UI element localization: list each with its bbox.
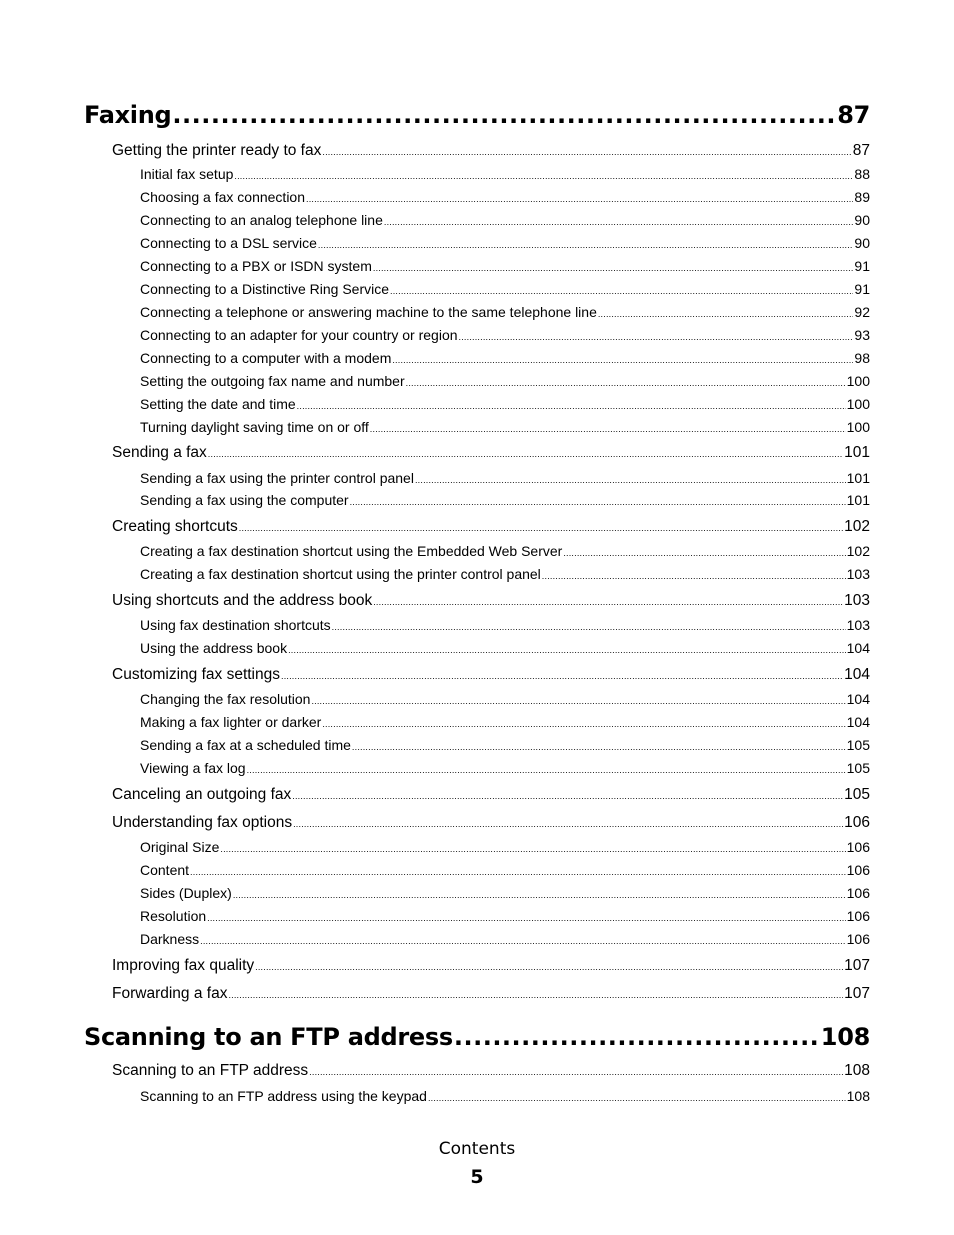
toc-entry-page: 102 [844,518,870,535]
toc-entry-title: Connecting to an analog telephone line [140,212,383,228]
toc-subsection[interactable] [84,189,870,205]
toc-entry-page: 88 [854,166,870,182]
toc-entry-title: Sending a fax using the computer [140,492,349,508]
toc-entry-title: Scanning to an FTP address [112,1062,309,1079]
toc-entry-page: 105 [846,737,870,753]
toc-entry-title: Customizing fax settings [112,666,280,683]
toc-leader-dots [459,332,854,342]
toc-subsection[interactable] [84,470,870,486]
toc-leader-dots [415,475,846,485]
toc-entry-title: Initial fax setup [140,166,234,182]
toc-subsection[interactable] [84,350,870,366]
toc-leader-dots [172,101,836,129]
toc-entry-page: 87 [852,142,870,159]
toc-entry-page: 91 [854,281,870,297]
toc-entry-title: Connecting to a computer with a modem [140,350,392,366]
toc-entry-title: Original Size [140,839,220,855]
toc-leader-dots [352,742,846,752]
toc-subsection[interactable] [84,258,870,274]
toc-subsection[interactable] [84,931,870,947]
toc-leader-dots [255,962,843,972]
toc-section[interactable] [84,592,870,610]
toc-entry-page: 105 [844,786,870,803]
toc-subsection[interactable] [84,839,870,855]
toc-subsection[interactable] [84,737,870,753]
toc-subsection[interactable] [84,640,870,656]
toc-entry-page: 107 [844,957,870,974]
toc-leader-dots [288,645,846,655]
toc-entry-title: Making a fax lighter or darker [140,714,322,730]
toc-entry-title: Changing the fax resolution [140,691,311,707]
toc-leader-dots [297,401,846,411]
toc-entry-title: Faxing [84,101,172,129]
toc-section[interactable] [84,518,870,536]
toc-leader-dots [373,597,843,607]
toc-entry-title: Connecting to a PBX or ISDN system [140,258,372,274]
toc-entry-title: Creating a fax destination shortcut using the printer control panel [140,566,541,582]
toc-entry-title: Creating shortcuts [112,518,238,535]
toc-entry-page: 104 [846,691,870,707]
toc-subsection[interactable] [84,617,870,633]
toc-leader-dots [542,571,846,581]
toc-leader-dots [454,1023,820,1051]
toc-leader-dots [563,548,845,558]
toc-entry-page: 104 [844,666,870,683]
toc-entry-page: 104 [846,714,870,730]
toc-subsection[interactable] [84,862,870,878]
toc-entry-page: 103 [846,566,870,582]
toc-entry-title: Resolution [140,908,207,924]
toc-entry-title: Canceling an outgoing fax [112,786,292,803]
toc-entry-page: 93 [854,327,870,343]
toc-entry-page: 106 [846,885,870,901]
toc-entry-page: 92 [854,304,870,320]
toc-entry-page: 101 [844,444,870,461]
toc-section[interactable] [84,444,870,462]
toc-subsection[interactable] [84,714,870,730]
toc-entry-title: Improving fax quality [112,957,255,974]
toc-entry-page: 104 [846,640,870,656]
toc-entry-title: Connecting to a Distinctive Ring Service [140,281,390,297]
toc-entry-page: 105 [846,760,870,776]
toc-leader-dots [293,819,843,829]
toc-leader-dots [281,671,843,681]
toc-entry-page: 107 [844,985,870,1002]
toc-entry-title: Getting the printer ready to fax [112,142,322,159]
toc-subsection[interactable] [84,281,870,297]
toc-entry-title: Connecting to a DSL service [140,235,317,251]
toc-leader-dots [247,765,846,775]
toc-chapter-scanning-ftp[interactable] [84,1023,870,1051]
toc-leader-dots [292,791,843,801]
toc-subsection[interactable] [84,373,870,389]
toc-leader-dots [234,171,853,181]
toc-leader-dots [406,378,846,388]
toc-leader-dots [309,1067,843,1077]
toc-section[interactable] [84,957,870,975]
toc-entry-title: Scanning to an FTP address using the keypad [140,1088,427,1104]
toc-leader-dots [373,263,854,273]
toc-entry-page: 106 [846,931,870,947]
toc-subsection[interactable] [84,304,870,320]
toc-entry-title: Turning daylight saving time on or off [140,419,369,435]
toc-entry-page: 108 [844,1062,870,1079]
toc-entry-page: 108 [820,1023,870,1051]
toc-entry-title: Connecting a telephone or answering machine to the same telephone line [140,304,597,320]
toc-entry-title: Scanning to an FTP address [84,1023,453,1051]
toc-section[interactable] [84,985,870,1003]
toc-leader-dots [200,936,846,946]
toc-entry-page: 100 [846,373,870,389]
toc-entry-page: 91 [854,258,870,274]
toc-entry-page: 89 [854,189,870,205]
toc-leader-dots [190,867,846,877]
toc-subsection[interactable] [84,492,870,508]
toc-leader-dots [233,890,846,900]
toc-leader-dots [311,696,845,706]
toc-leader-dots [306,194,853,204]
toc-entry-title: Using fax destination shortcuts [140,617,331,633]
toc-subsection[interactable] [84,396,870,412]
toc-subsection[interactable] [84,212,870,228]
toc-subsection[interactable] [84,1088,870,1104]
toc-entry-page: 100 [846,419,870,435]
toc-section[interactable] [84,666,870,684]
toc-entry-page: 90 [854,212,870,228]
toc-entry-title: Setting the outgoing fax name and number [140,373,405,389]
toc-subsection[interactable] [84,543,870,559]
toc-entry-title: Understanding fax options [112,814,293,831]
toc-subsection[interactable] [84,908,870,924]
footer-page-number: 5 [470,1166,484,1188]
toc-entry-page: 102 [846,543,870,559]
toc-leader-dots [384,217,854,227]
toc-entry-title: Choosing a fax connection [140,189,305,205]
toc-leader-dots [318,240,854,250]
toc-entry-page: 101 [846,470,870,486]
toc-entry-title: Sending a fax at a scheduled time [140,737,351,753]
toc-entry-page: 106 [846,908,870,924]
toc-entry-title: Viewing a fax log [140,760,246,776]
toc-entry-title: Sending a fax using the printer control panel [140,470,414,486]
toc-entry-page: 103 [844,592,870,609]
toc-entry-page: 87 [837,101,870,129]
toc-leader-dots [208,449,843,459]
toc-leader-dots [228,990,843,1000]
toc-leader-dots [322,719,845,729]
toc-subsection[interactable] [84,327,870,343]
toc-section[interactable] [84,814,870,832]
toc-entry-page: 106 [846,862,870,878]
toc-leader-dots [428,1093,846,1103]
toc-entry-title: Content [140,862,190,878]
toc-entry-page: 106 [844,814,870,831]
toc-entry-page: 90 [854,235,870,251]
toc-leader-dots [332,622,846,632]
toc-entry-title: Using shortcuts and the address book [112,592,373,609]
toc-subsection[interactable] [84,885,870,901]
toc-entry-page: 100 [846,396,870,412]
toc-entry-title: Setting the date and time [140,396,296,412]
toc-subsection[interactable] [84,760,870,776]
toc-entry-title: Connecting to an adapter for your country or region [140,327,458,343]
toc-leader-dots [220,844,845,854]
toc-entry-title: Sides (Duplex) [140,885,232,901]
toc-subsection[interactable] [84,691,870,707]
toc-subsection[interactable] [84,166,870,182]
toc-section[interactable] [84,786,870,804]
toc-entry-title: Forwarding a fax [112,985,228,1002]
footer-section-label: Contents [438,1139,516,1159]
toc-section[interactable] [84,1062,870,1080]
toc-leader-dots [598,309,854,319]
toc-chapter-faxing[interactable] [84,101,870,129]
toc-entry-title: Creating a fax destination shortcut using the Embedded Web Server [140,543,563,559]
toc-leader-dots [390,286,853,296]
toc-leader-dots [239,523,843,533]
toc-subsection[interactable] [84,235,870,251]
toc-leader-dots [370,424,846,434]
toc-subsection[interactable] [84,566,870,582]
toc-entry-title: Using the address book [140,640,288,656]
toc-entry-page: 98 [854,350,870,366]
toc-leader-dots [392,355,853,365]
toc-section[interactable] [84,142,870,160]
toc-entry-title: Darkness [140,931,200,947]
toc-subsection[interactable] [84,419,870,435]
toc-entry-page: 101 [846,492,870,508]
toc-leader-dots [350,497,846,507]
toc-entry-page: 108 [846,1088,870,1104]
toc-leader-dots [322,147,851,157]
toc-entry-page: 106 [846,839,870,855]
toc-leader-dots [207,913,845,923]
toc-entry-title: Sending a fax [112,444,207,461]
toc-entry-page: 103 [846,617,870,633]
